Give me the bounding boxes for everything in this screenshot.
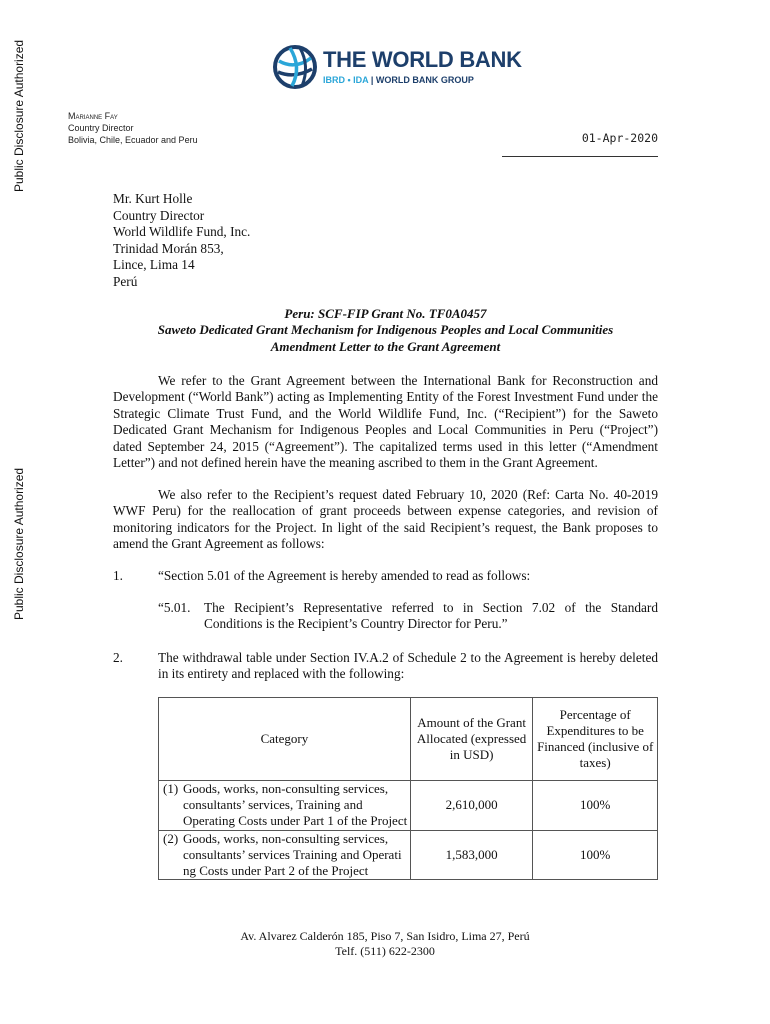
date-underline: [502, 156, 658, 157]
item-1-text: “Section 5.01 of the Agreement is hereby amended to read as follows:: [158, 568, 531, 583]
sender-region: Bolivia, Chile, Ecuador and Peru: [68, 135, 198, 145]
recipient-title: Country Director: [113, 207, 205, 223]
letter-date: 01-Apr-2020: [581, 131, 658, 145]
category-number: (1): [163, 781, 179, 796]
footer-address: Av. Alvarez Calderón 185, Piso 7, San Isidro, Lima 27, Perú: [240, 929, 530, 943]
logo-name: THE WORLD BANK: [323, 47, 522, 72]
table-row: [159, 781, 658, 831]
world-bank-logo: [272, 44, 522, 90]
letter-footer: [0, 929, 770, 958]
percent-cell: 100%: [533, 830, 658, 880]
section-quote: [158, 600, 658, 633]
category-number: (2): [163, 830, 179, 846]
sender-title: Country Director: [68, 123, 134, 133]
paragraph-intro: We refer to the Grant Agreement between the International Bank for Reconstruction and Development (“World Bank”) acting as Implementing Entity of the Forest Investment Fund under the Strategic Climate Trust Fund, and the World Wildlife Fund, Inc. (“Recipient”) for the Saweto Dedicated Grant Mechanism for Indigenous Peoples and Local Communities in Peru (“Project”) dated September 24, 2015 (“Agreement”). The capitalized terms used in this letter (“Amendment Letter”) and not defined herein have the meaning ascribed to them in the Grant Agreement.: [113, 373, 658, 471]
disclosure-label-middle: Public Disclosure Authorized: [12, 467, 26, 620]
withdrawal-table: [158, 697, 658, 880]
category-text: Goods, works, non-consulting services, consultants’ services, Training and Operating Costs under Part 1 of the Project: [183, 781, 408, 829]
percent-cell: 100%: [533, 781, 658, 831]
globe-icon: [272, 44, 318, 90]
recipient-address: [113, 191, 250, 290]
paragraph-request: We also refer to the Recipient’s request dated February 10, 2020 (Ref: Carta No. 40-2019 WWF Peru) for the reallocation of grant proceeds between expense categories, and revision of monitoring indicators for the Project. In light of the said Recipient’s request, the Bank proposes to amend the Grant Agreement as follows:: [113, 487, 658, 552]
sender-block: [68, 110, 198, 146]
amount-cell: 1,583,000: [410, 830, 533, 880]
recipient-country: Perú: [113, 273, 138, 289]
recipient-name: Mr. Kurt Holle: [113, 191, 193, 206]
item-2-number: 2.: [113, 650, 123, 665]
header-percentage: Percentage of Expenditures to be Financed (inclusive of taxes): [533, 698, 658, 781]
recipient-org: World Wildlife Fund, Inc.: [113, 224, 251, 239]
logo-subtitle: IBRD • IDA | WORLD BANK GROUP: [323, 75, 474, 85]
disclosure-label-top: Public Disclosure Authorized: [12, 39, 26, 192]
category-cell: [159, 830, 411, 880]
letter-subject: [113, 306, 658, 355]
recipient-city: Lince, Lima 14: [113, 257, 195, 272]
subject-line-1: Peru: SCF-FIP Grant No. TF0A0457: [284, 306, 487, 321]
amount-cell: 2,610,000: [410, 781, 533, 831]
subject-line-2: Saweto Dedicated Grant Mechanism for Indigenous Peoples and Local Communities: [157, 322, 614, 338]
header-category: Category: [159, 698, 411, 781]
quote-section-number: “5.01.: [158, 600, 191, 615]
category-text: Goods, works, non-consulting services, consultants’ services Training and Operati ng Costs under Part 2 of the Project: [183, 830, 402, 879]
quote-text: The Recipient’s Representative referred to in Section 7.02 of the Standard Conditions is the Recipient’s Country Director for Peru.”: [204, 600, 658, 632]
header-amount: Amount of the Grant Allocated (expressed in USD): [410, 698, 533, 781]
recipient-street: Trinidad Morán 853,: [113, 240, 224, 256]
footer-phone: Telf. (511) 622-2300: [335, 943, 435, 958]
item-2-text: The withdrawal table under Section IV.A.2 of Schedule 2 to the Agreement is hereby deleted in its entirety and replaced with the following:: [158, 650, 658, 682]
category-cell: [159, 781, 411, 831]
table-row: [159, 830, 658, 880]
sender-name: Marianne Fay: [68, 111, 118, 121]
table-header-row: [159, 698, 658, 781]
item-1-number: 1.: [113, 568, 123, 583]
subject-line-3: Amendment Letter to the Grant Agreement: [270, 338, 501, 354]
